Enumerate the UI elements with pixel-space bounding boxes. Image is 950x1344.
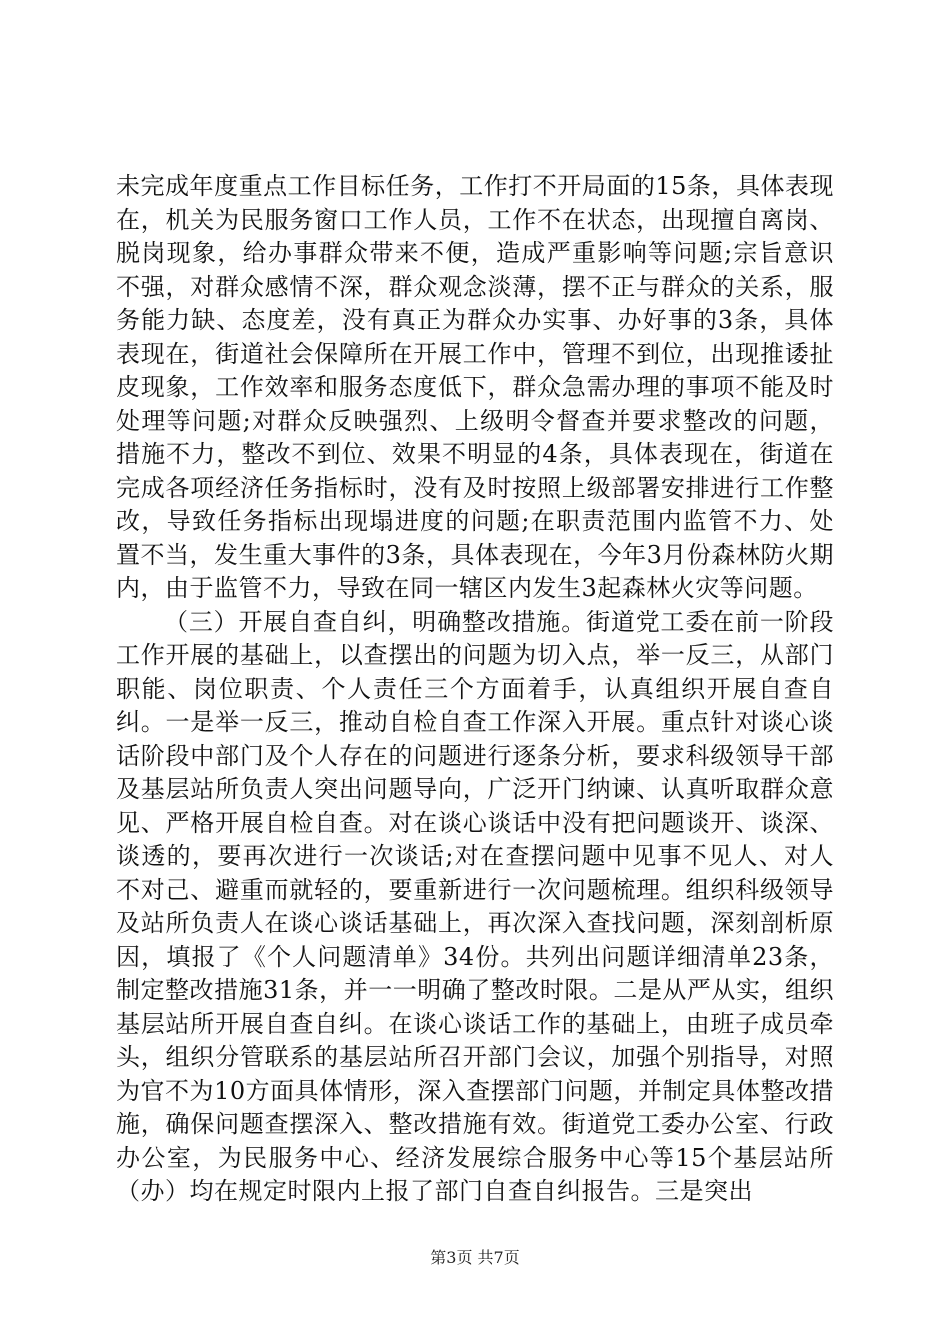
page-footer: 第3页 共7页 (430, 1248, 520, 1267)
paragraph-2: （三）开展自查自纠，明确整改措施。街道党工委在前一阶段工作开展的基础上，以查摆出的问题为切入点，举一反三，从部门职能、岗位职责、个人责任三个方面着手，认真组织开展自查自纠。一是举一反三，推动自检自查工作深入开展。重点针对谈心谈话阶段中部门及个人存在的问题进行逐条分析，要求科级领导干部及基层站所负责人突出问题导向，广泛开门纳谏、认真听取群众意见、严格开展自检自查。对在谈心谈话中没有把问题谈开、谈深、谈透的，要再次进行一次谈话;对在查摆问题中见事不见人、对人不对己、避重而就轻的，要重新进行一次问题梳理。组织科级领导及站所负责人在谈心谈话基础上，再次深入查找问题，深刻剖析原因，填报了《个人问题清单》34份。共列出问题详细清单23条，制定整改措施31条，并一一明确了整改时限。二是从严从实，组织基层站所开展自查自纠。在谈心谈话工作的基础上，由班子成员牵头，组织分管联系的基层站所召开部门会议，加强个别指导，对照为官不为10方面具体情形，深入查摆部门问题，并制定具体整改措施，确保问题查摆深入、整改措施有效。街道党工委办公室、行政办公室，为民服务中心、经济发展综合服务中心等15个基层站所（办）均在规定时限内上报了部门自查自纠报告。三是突出 (116, 607, 834, 1205)
paragraph-1: 未完成年度重点工作目标任务，工作打不开局面的15条，具体表现在，机关为民服务窗口工作人员，工作不在状态，出现擅自离岗、脱岗现象，给办事群众带来不便，造成严重影响等问题;宗旨意识不强，对群众感情不深，群众观念淡薄，摆不正与群众的关系，服务能力缺、态度差，没有真正为群众办实事、办好事的3条，具体表现在，街道社会保障所在开展工作中，管理不到位，出现推诿扯皮现象，工作效率和服务态度低下，群众急需办理的事项不能及时处理等问题;对群众反映强烈、上级明令督查并要求整改的问题，措施不力，整改不到位、效果不明显的4条，具体表现在，街道在完成各项经济任务指标时，没有及时按照上级部署安排进行工作整改，导致任务指标出现塌进度的问题;在职责范围内监管不力、处置不当，发生重大事件的3条，具体表现在，今年3月份森林防火期内，由于监管不力，导致在同一辖区内发生3起森林火灾等问题。 (116, 172, 834, 602)
document-body (116, 170, 834, 1209)
